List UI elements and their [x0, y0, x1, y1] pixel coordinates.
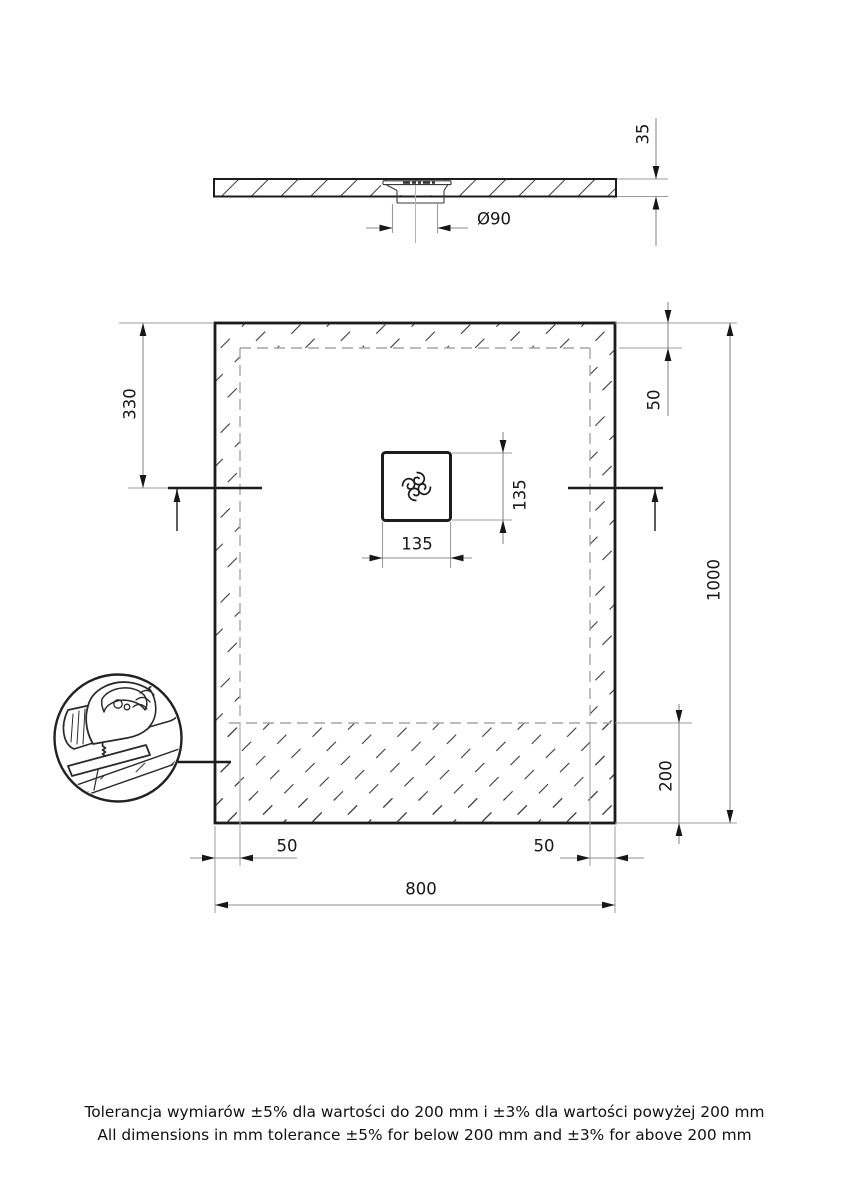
dimension-35 — [617, 118, 668, 246]
dim-label-135-width: 135 — [401, 534, 433, 554]
dimension-50-bottom-right — [534, 837, 645, 862]
cut-detail-callout — [54, 675, 231, 806]
tolerance-note-en: All dimensions in mm tolerance ±5% for below 200 mm and ±3% for above 200 mm — [97, 1126, 752, 1144]
dim-label-drain-diameter: Ø90 — [477, 209, 511, 229]
dim-label-1000: 1000 — [704, 559, 724, 601]
dim-label-50-top: 50 — [644, 389, 664, 411]
dim-label-35: 35 — [633, 123, 653, 145]
side-section-view — [214, 118, 668, 246]
dimension-drain-diameter — [366, 204, 511, 233]
dimension-50-top — [619, 302, 682, 416]
tolerance-note-pl: Tolerancja wymiarów ±5% dla wartości do 200 mm i ±3% dla wartości powyżej 200 mm — [84, 1103, 765, 1121]
plan-view — [119, 302, 737, 913]
dimension-135-height — [452, 432, 530, 544]
dimension-330 — [119, 323, 214, 488]
drain-square — [383, 453, 451, 521]
dim-label-330: 330 — [120, 388, 140, 420]
dimension-800 — [215, 880, 615, 909]
dim-label-135-height: 135 — [510, 479, 530, 511]
dim-label-50-bottom-left: 50 — [276, 836, 298, 856]
tolerance-notes — [0, 1101, 849, 1147]
dim-label-800: 800 — [405, 879, 437, 899]
dimension-1000 — [615, 323, 737, 823]
dim-label-200: 200 — [656, 760, 676, 792]
hatched-bottom-zone — [216, 723, 614, 822]
dimension-135-width — [362, 522, 472, 568]
dimension-50-bottom-left — [190, 837, 298, 862]
dim-label-50-bottom-right: 50 — [533, 836, 555, 856]
